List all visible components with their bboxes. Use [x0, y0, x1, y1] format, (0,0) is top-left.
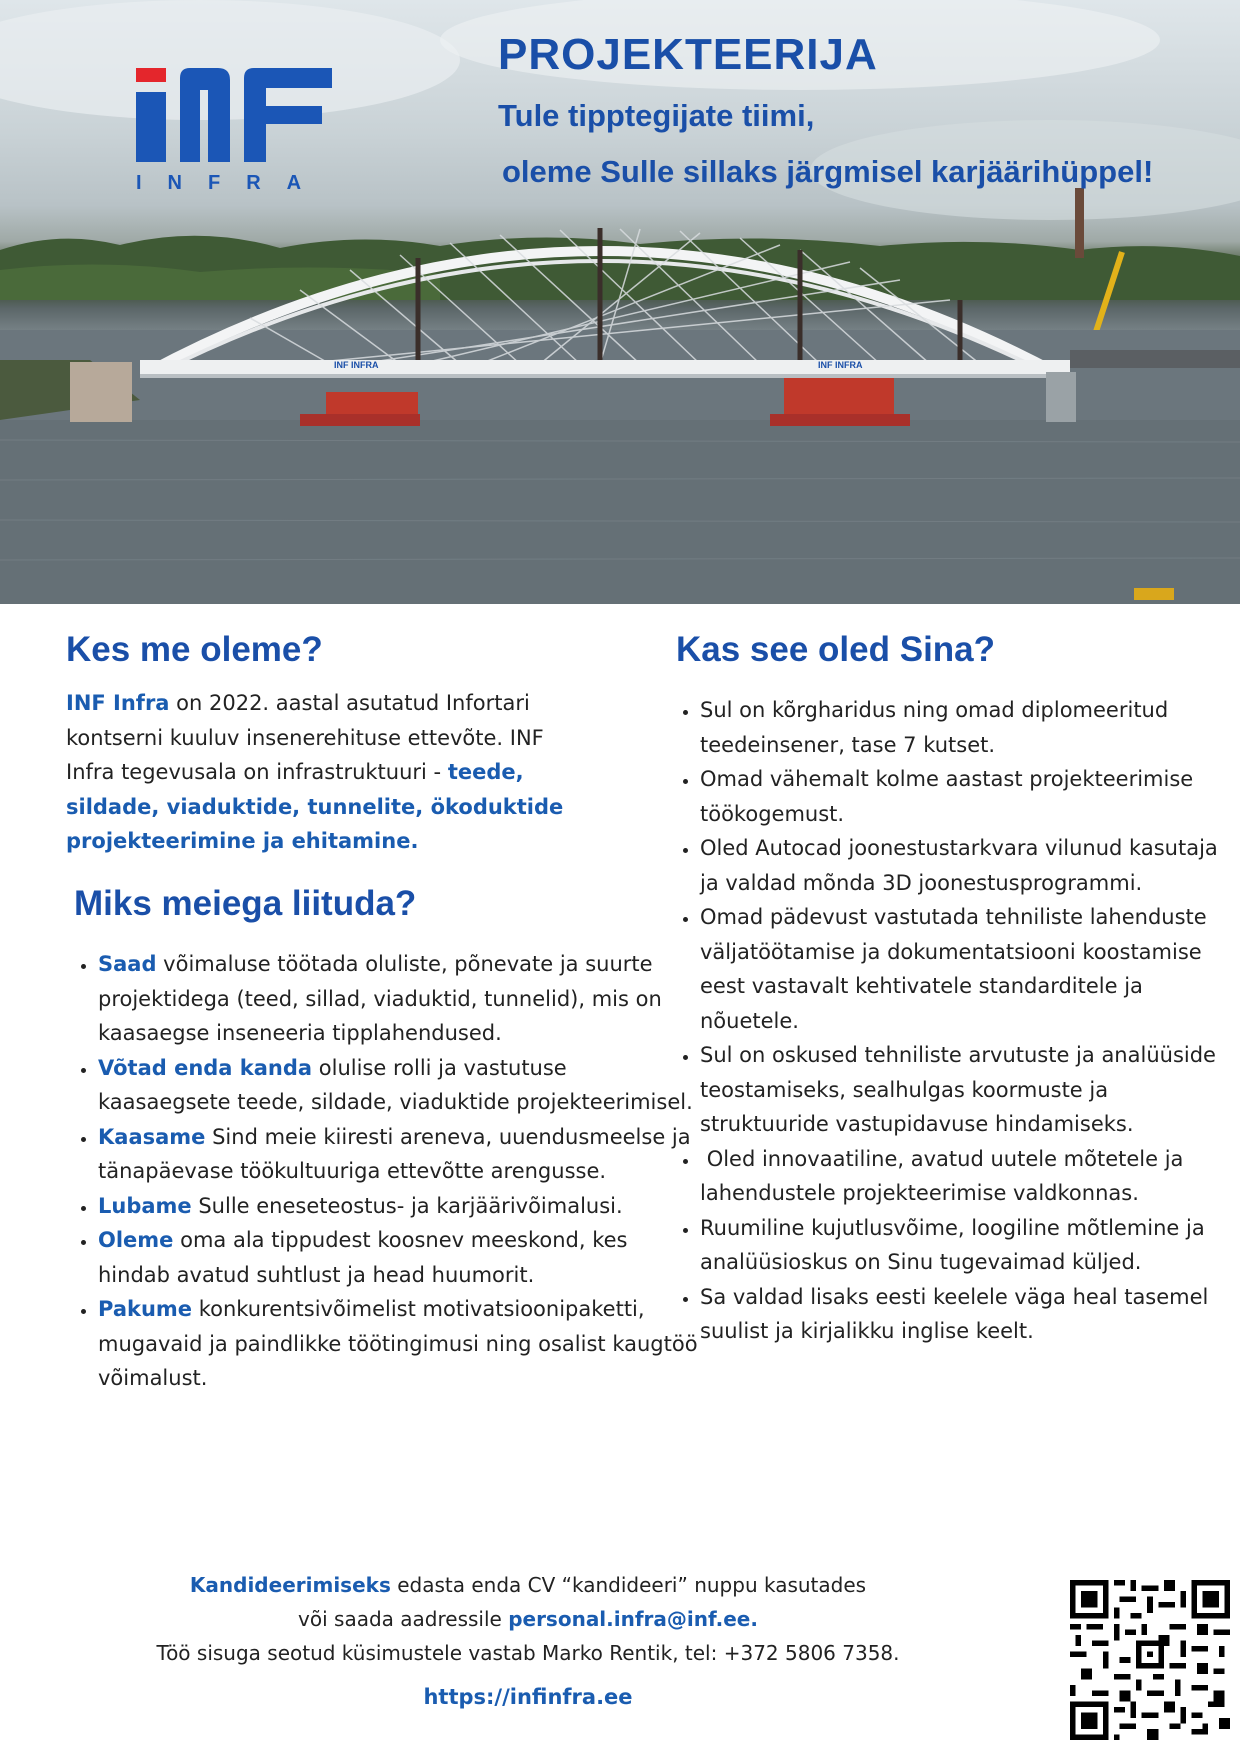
- you-item: • Oled Autocad joonestustarkvara vilunud kasutaja ja valdad mõnda 3D joonestusprogrammi.: [700, 831, 1220, 900]
- you-item: • Omad pädevust vastutada tehniliste lahenduste väljatöötamise ja dokumentatsiooni koostamise eest vastavalt kehtivatele standarditele ja nõuetele.: [700, 900, 1220, 1038]
- tagline-line-1: Tule tipptegijate tiimi,: [498, 98, 815, 133]
- why-item: [98, 1292, 698, 1396]
- you-list: [672, 693, 1220, 1349]
- why-heading: Miks meiega liituda?: [74, 884, 417, 923]
- job-title: PROJEKTEERIJA: [498, 30, 878, 79]
- why-item: [98, 1051, 698, 1120]
- why-item-text: oma ala tippudest koosnev meeskond, kes hindab avatud suhtlust ja head huumorit.: [98, 1228, 628, 1287]
- why-item-lead: Kaasame: [98, 1124, 206, 1149]
- why-item-text: Sind meie kiiresti areneva, uuendusmeelse ja tänapäevase töökultuuriga ettevõtte arengusse.: [98, 1124, 691, 1183]
- why-list: [66, 947, 698, 1396]
- why-item-text: Sulle eneseteostus- ja karjäärivõimalusi.: [191, 1193, 623, 1218]
- why-item-lead: Pakume: [98, 1297, 193, 1321]
- you-item: • Ruumiline kujutlusvõime, loogiline mõtlemine ja analüüsioskus on Sinu tugevaimad küljed.: [700, 1211, 1220, 1280]
- inf-logo-mark: [136, 68, 332, 162]
- apply-lead: Kandideerimiseks: [189, 1573, 391, 1597]
- who-text: on 2022. aastal asutatud Infortari kontserni kuuluv insenerehituse ettevõte. INF Infra tegevusala on infrastruktuuri -: [66, 691, 544, 784]
- apply-section: [0, 1568, 1056, 1709]
- email-link[interactable]: personal.infra@inf.ee.: [508, 1607, 758, 1631]
- contact-line: Töö sisuga seotud küsimustele vastab Marko Rentik, tel: +372 5806 7358.: [156, 1641, 900, 1665]
- you-heading: Kas see oled Sina?: [676, 630, 996, 669]
- why-item-lead: Saad: [98, 952, 157, 976]
- website-link[interactable]: https://infinfra.ee: [423, 1685, 633, 1709]
- hero-bridge-photo: [0, 0, 1240, 604]
- why-item: [98, 1120, 698, 1189]
- you-item: • Omad vähemalt kolme aastast projekteerimise töökogemust.: [700, 762, 1220, 831]
- inf-infra-logo: [136, 68, 332, 198]
- tagline-line-2: oleme Sulle sillaks järgmisel karjäärihüppel!: [502, 154, 1154, 189]
- why-item: [98, 1223, 698, 1292]
- apply-line-2: [0, 1602, 1056, 1636]
- why-item-lead: Lubame: [98, 1193, 192, 1218]
- why-item-lead: Oleme: [98, 1228, 174, 1252]
- you-item: • Oled innovaatiline, avatud uutele mõtetele ja lahendustele projekteerimise valdkonnas.: [700, 1142, 1220, 1211]
- logo-subtitle: INFRA: [136, 172, 328, 194]
- you-item: • Sul on kõrgharidus ning omad diplomeeritud teedeinsener, tase 7 kutset.: [700, 693, 1220, 762]
- who-paragraph: [66, 686, 586, 859]
- why-item-text: võimaluse töötada oluliste, põnevate ja suurte projektidega (teed, sillad, viaduktid, tunnelid), mis on kaasaegse inseneeria tipplahendused.: [98, 952, 662, 1045]
- why-item-text: konkurentsivõimelist motivatsioonipaketti, mugavaid ja paindlikke töötingimusi ning osalist kaugtöö võimalust.: [98, 1297, 698, 1390]
- you-item: • Sa valdad lisaks eesti keelele väga heal tasemel suulist ja kirjalikku inglise keelt.: [700, 1280, 1220, 1349]
- why-item: [98, 1189, 698, 1224]
- you-item: • Sul on oskused tehniliste arvutuste ja analüüside teostamiseks, sealhulgas koormuste ja struktuuride vastupidavuse hindamiseks.: [700, 1038, 1220, 1142]
- why-item: [98, 947, 698, 1051]
- bridge-sign-right: INF INFRA: [818, 360, 863, 370]
- apply-line-2-prefix: või saada aadressile: [298, 1607, 509, 1631]
- why-item-text: olulise rolli ja vastutuse kaasaegsete teede, sildade, viaduktide projekteerimisel.: [98, 1055, 693, 1114]
- company-name: INF Infra: [66, 691, 170, 715]
- apply-line-1: [0, 1568, 1056, 1602]
- who-highlight: teede, sildade, viaduktide, tunnelite, ökoduktide projekteerimine ja ehitamine.: [66, 760, 564, 853]
- who-heading: Kes me oleme?: [66, 630, 323, 669]
- qr-code[interactable]: [1070, 1580, 1230, 1740]
- apply-line-1-text: edasta enda CV “kandideeri” nuppu kasutades: [390, 1573, 867, 1597]
- why-item-lead: Võtad enda kanda: [98, 1055, 313, 1080]
- bridge-sign-left: INF INFRA: [334, 360, 379, 370]
